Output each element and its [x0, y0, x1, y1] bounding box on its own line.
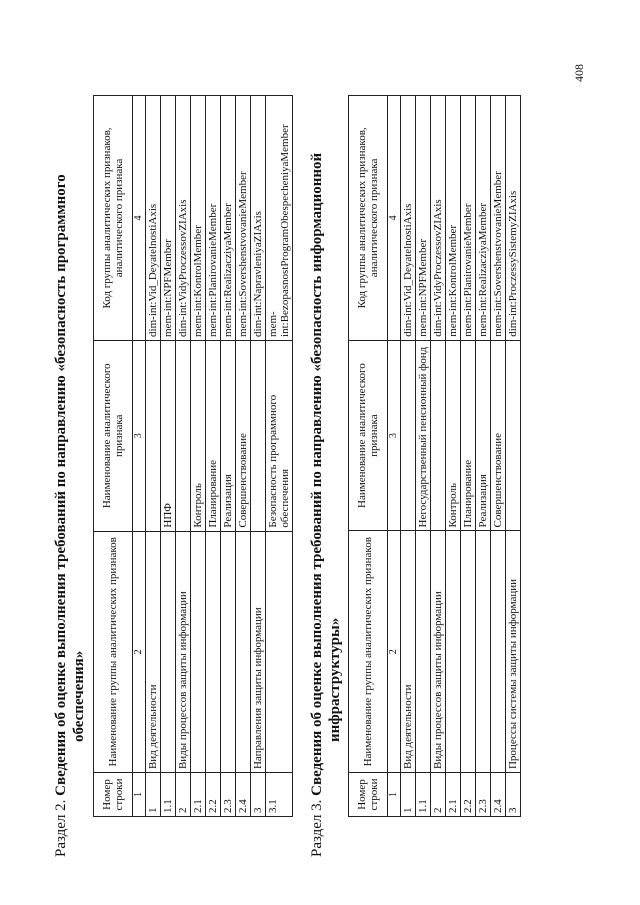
attribute-name: Планирование [206, 340, 221, 531]
code: dim-int:ProczessySistemyZIAxis [506, 96, 521, 341]
row-number: 2.3 [476, 773, 491, 817]
row-number: 1.1 [161, 773, 176, 817]
row-number: 2.3 [221, 773, 236, 817]
section2-header-cell: Код группы аналитических признаков, аналитического признака [94, 96, 133, 341]
code: mem-int:KontrolMember [446, 96, 461, 341]
group-name: Виды процессов защиты информации [176, 531, 191, 772]
section3-header-cell: Наименование группы аналитических признаков [349, 531, 388, 773]
section3-title [308, 67, 344, 857]
table-row [401, 96, 416, 817]
section2-header-cell: Наименование аналитического признака [94, 340, 133, 531]
attribute-name: Негосударственный пенсионный фонд [416, 340, 431, 531]
code: mem-int:RealizacziyaMember [476, 96, 491, 341]
section3-header-row [349, 96, 388, 817]
column-number: 4 [133, 96, 146, 341]
section2-title-line2: обеспечения» [71, 650, 87, 742]
section3-column-numbers [388, 96, 401, 817]
column-number: 3 [133, 340, 146, 531]
group-name [416, 531, 431, 773]
table-row [251, 96, 266, 817]
group-name: Процессы системы защиты информации [506, 531, 521, 773]
column-number: 2 [388, 531, 401, 773]
table-row [236, 96, 251, 817]
table-row [491, 96, 506, 817]
code: dim-int:VidyProczessovZIAxis [176, 96, 191, 341]
attribute-name [506, 340, 521, 531]
attribute-name: Совершенствование [491, 340, 506, 531]
table-row [221, 96, 236, 817]
attribute-name: Безопасность программного обеспечения [266, 340, 293, 531]
row-number: 2.2 [461, 773, 476, 817]
group-name [191, 531, 206, 772]
row-number: 2 [176, 773, 191, 817]
row-number: 1 [401, 773, 416, 817]
section3-title-line2: инфраструктуры» [327, 617, 343, 742]
section2-table [93, 95, 293, 817]
group-name: Направления защиты информации [251, 531, 266, 772]
table-row [161, 96, 176, 817]
group-name [266, 531, 293, 772]
attribute-name [176, 340, 191, 531]
section2-title [52, 67, 88, 857]
section3-header-cell: Номер строки [349, 773, 388, 817]
code: dim-int:VidyProczessovZIAxis [431, 96, 446, 341]
code: mem-int:RealizacziyaMember [221, 96, 236, 341]
attribute-name: Планирование [461, 340, 476, 531]
group-name [491, 531, 506, 773]
code: mem-int:BezopasnostProgramObespecheniyaMember [266, 96, 293, 341]
attribute-name: Реализация [476, 340, 491, 531]
row-number: 2.4 [491, 773, 506, 817]
group-name [206, 531, 221, 772]
table-row [446, 96, 461, 817]
attribute-name [431, 340, 446, 531]
section3-header-cell: Наименование аналитического признака [349, 340, 388, 531]
section2-header-row [94, 96, 133, 817]
section3-title-line1: Сведения об оценке выполнения требований по направлению «безопасность информационной [309, 152, 325, 796]
attribute-name [146, 340, 161, 531]
row-number: 1.1 [416, 773, 431, 817]
attribute-name: Контроль [446, 340, 461, 531]
table-row [461, 96, 476, 817]
row-number: 3 [251, 773, 266, 817]
code: dim-int:NapravleniyaZIAxis [251, 96, 266, 341]
code: mem-int:NPFMember [416, 96, 431, 341]
code: mem-int:SovershenstvovanieMember [236, 96, 251, 341]
attribute-name: Контроль [191, 340, 206, 531]
attribute-name: НПФ [161, 340, 176, 531]
section2-column-numbers [133, 96, 146, 817]
attribute-name [251, 340, 266, 531]
column-number: 1 [388, 773, 401, 817]
code: dim-int:Vid_DeyatelnostiAxis [401, 96, 416, 341]
section3-prefix: Раздел 3. [309, 799, 325, 857]
code: mem-int:KontrolMember [191, 96, 206, 341]
table-row [416, 96, 431, 817]
code: mem-int:PlanirovanieMember [461, 96, 476, 341]
section3-table [348, 95, 521, 817]
attribute-name [401, 340, 416, 531]
row-number: 1 [146, 773, 161, 817]
row-number: 3.1 [266, 773, 293, 817]
column-number: 2 [133, 531, 146, 772]
table-row [506, 96, 521, 817]
group-name [221, 531, 236, 772]
section2-title-line1: Сведения об оценке выполнения требований по направлению «безопасность программного [53, 174, 69, 796]
table-row [431, 96, 446, 817]
section3-header-cell: Код группы аналитических признаков, аналитического признака [349, 96, 388, 341]
row-number: 2.1 [191, 773, 206, 817]
group-name [446, 531, 461, 773]
row-number: 2.4 [236, 773, 251, 817]
attribute-name: Совершенствование [236, 340, 251, 531]
group-name [476, 531, 491, 773]
group-name: Виды процессов защиты информации [431, 531, 446, 773]
code: mem-int:SovershenstvovanieMember [491, 96, 506, 341]
group-name: Вид деятельности [401, 531, 416, 773]
attribute-name: Реализация [221, 340, 236, 531]
table-row [266, 96, 293, 817]
section2-header-cell: Наименование группы аналитических признаков [94, 531, 133, 772]
section2-prefix: Раздел 2. [53, 799, 69, 857]
group-name [236, 531, 251, 772]
column-number: 1 [133, 773, 146, 817]
group-name [161, 531, 176, 772]
group-name: Вид деятельности [146, 531, 161, 772]
table-row [476, 96, 491, 817]
table-row [146, 96, 161, 817]
row-number: 2.1 [446, 773, 461, 817]
section2-header-cell: Номер строки [94, 773, 133, 817]
code: dim-int:Vid_DeyatelnostiAxis [146, 96, 161, 341]
group-name [461, 531, 476, 773]
row-number: 2.2 [206, 773, 221, 817]
table-row [191, 96, 206, 817]
code: mem-int:NPFMember [161, 96, 176, 341]
page-number: 408 [572, 64, 586, 82]
code: mem-int:PlanirovanieMember [206, 96, 221, 341]
row-number: 2 [431, 773, 446, 817]
table-row [176, 96, 191, 817]
column-number: 3 [388, 340, 401, 531]
table-row [206, 96, 221, 817]
column-number: 4 [388, 96, 401, 341]
row-number: 3 [506, 773, 521, 817]
